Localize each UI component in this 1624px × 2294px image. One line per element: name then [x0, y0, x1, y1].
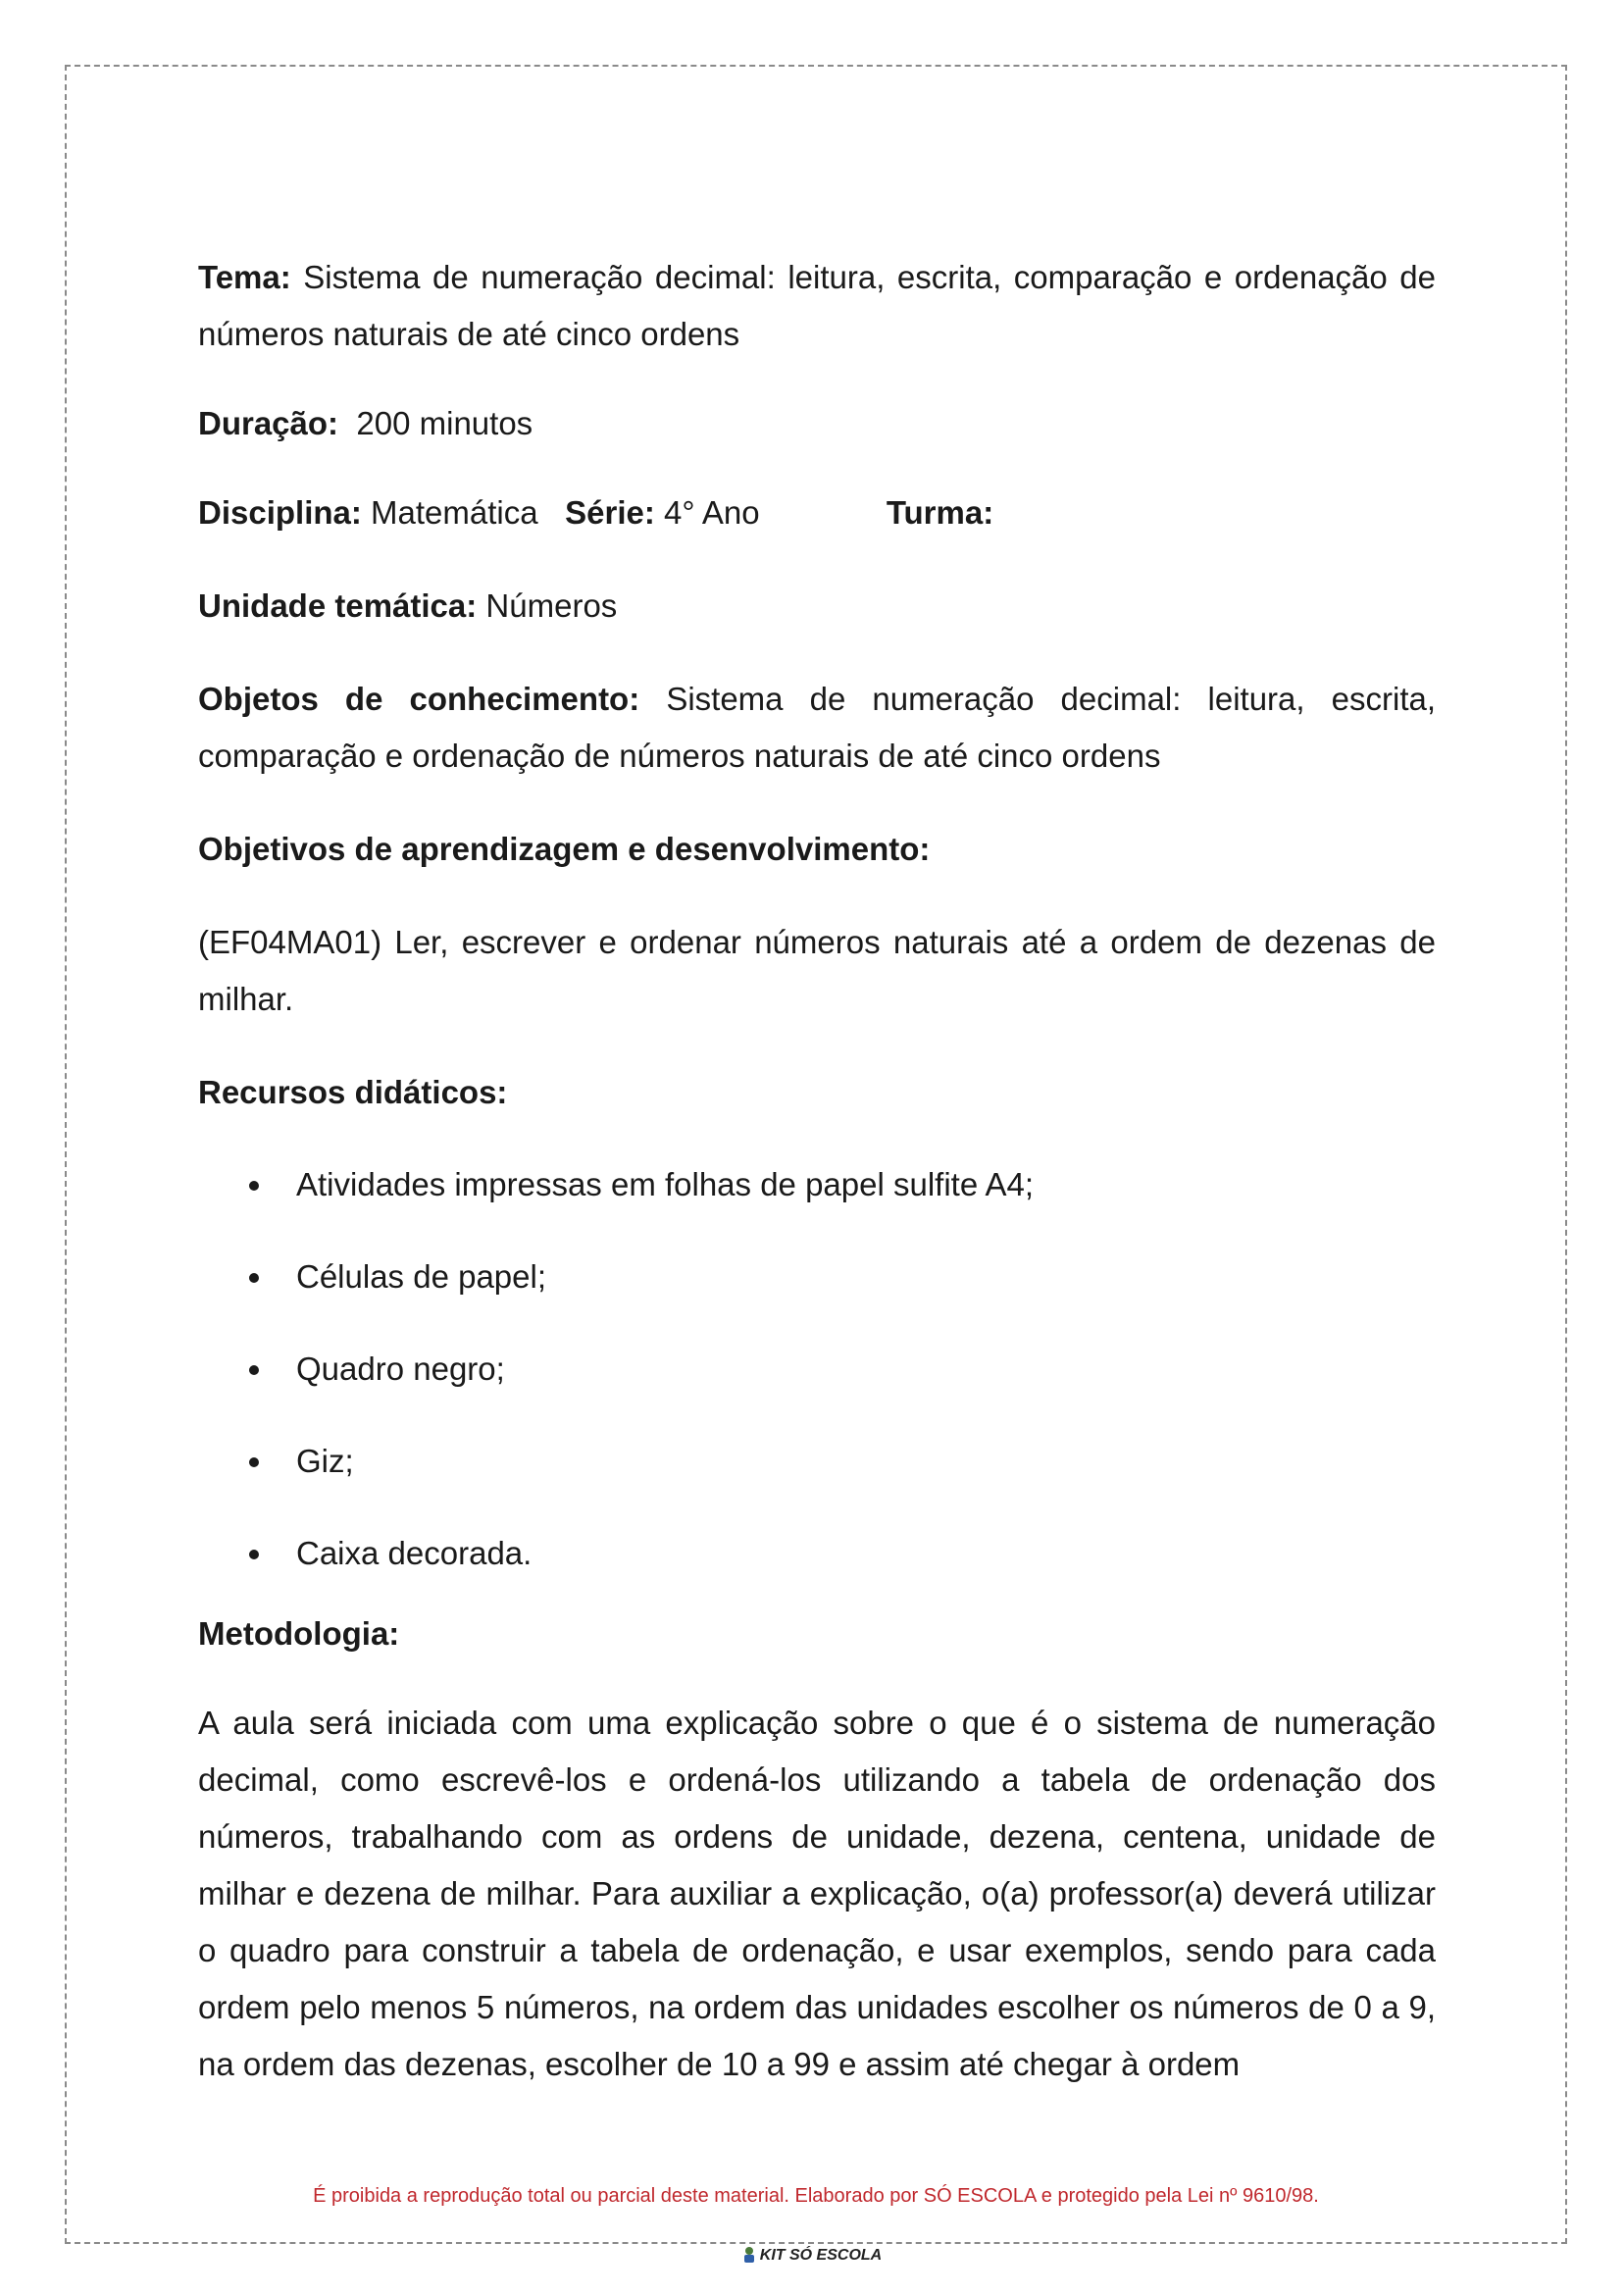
disciplina-text: Matemática [371, 494, 538, 531]
duracao-text: 200 minutos [356, 405, 533, 441]
objetivos-heading [198, 821, 1436, 878]
tema-label: Tema: [198, 259, 291, 295]
turma-label: Turma: [886, 494, 994, 531]
bullet-icon [249, 1365, 259, 1375]
list-item [198, 1341, 1436, 1398]
tema-paragraph [198, 249, 1436, 363]
unidade-paragraph [198, 578, 1436, 635]
list-item [198, 1433, 1436, 1490]
list-item-text: Atividades impressas em folhas de papel sulfite A4; [296, 1166, 1035, 1202]
copyright-notice: É proibida a reprodução total ou parcial deste material. Elaborado por SÓ ESCOLA e protegido pela Lei nº 9610/98. [313, 2185, 1319, 2207]
metodologia-heading-text: Metodologia: [198, 1615, 400, 1652]
duracao-paragraph [198, 395, 1436, 452]
disciplina-paragraph [198, 484, 1436, 541]
list-item [198, 1249, 1436, 1305]
bullet-icon [249, 1273, 259, 1283]
objetos-text: Sistema de numeração decimal: leitura, escrita, comparação e ordenação de números naturais de até cinco ordens [198, 681, 1437, 774]
list-item [198, 1156, 1436, 1213]
disciplina-label: Disciplina: [198, 494, 362, 531]
list-item-text: Quadro negro; [296, 1351, 505, 1387]
brand-logo [0, 2246, 1624, 2265]
kit-logo-icon [742, 2246, 756, 2264]
recursos-list [198, 1156, 1436, 1582]
metodologia-text: A aula será iniciada com uma explicação sobre o que é o sistema de numeração decimal, como escrevê-los e ordená-los utilizando a tabela de ordenação dos números, trabalhando com as ordens de unidade, dezena, centena, unidade de milhar e dezena de milhar. Para auxiliar a explicação, o(a) professor(a) deverá utilizar o quadro para construir a tabela de ordenação, e usar exemplos, sendo para cada ordem pelo menos 5 números, na ordem das unidades escolher os números de 0 a 9, na ordem das dezenas, escolher de 10 a 99 e assim até chegar à ordem [198, 1705, 1436, 2082]
tema-text: Sistema de numeração decimal: leitura, escrita, comparação e ordenação de números naturais de até cinco ordens [198, 259, 1437, 352]
serie-text: 4° Ano [664, 494, 760, 531]
bullet-icon [249, 1457, 259, 1467]
list-item-text: Giz; [296, 1443, 354, 1479]
bullet-icon [249, 1550, 259, 1559]
objetivos-text: (EF04MA01) Ler, escrever e ordenar números naturais até a ordem de dezenas de milhar. [198, 924, 1436, 1017]
recursos-heading [198, 1064, 1436, 1121]
lesson-plan-body [198, 249, 1436, 2093]
list-item [198, 1525, 1436, 1582]
recursos-heading-text: Recursos didáticos: [198, 1074, 508, 1110]
objetos-paragraph [198, 671, 1436, 785]
list-item-text: Caixa decorada. [296, 1535, 533, 1571]
objetivos-heading-text: Objetivos de aprendizagem e desenvolvimento: [198, 831, 931, 867]
metodologia-heading [198, 1606, 1436, 1662]
brand-text: KIT SÓ ESCOLA [759, 2247, 883, 2264]
unidade-text: Números [485, 587, 618, 624]
bullet-icon [249, 1181, 259, 1191]
objetos-label: Objetos de conhecimento: [198, 681, 640, 717]
unidade-label: Unidade temática: [198, 587, 478, 624]
list-item-text: Células de papel; [296, 1258, 547, 1295]
duracao-label: Duração: [198, 405, 339, 441]
serie-label: Série: [565, 494, 655, 531]
